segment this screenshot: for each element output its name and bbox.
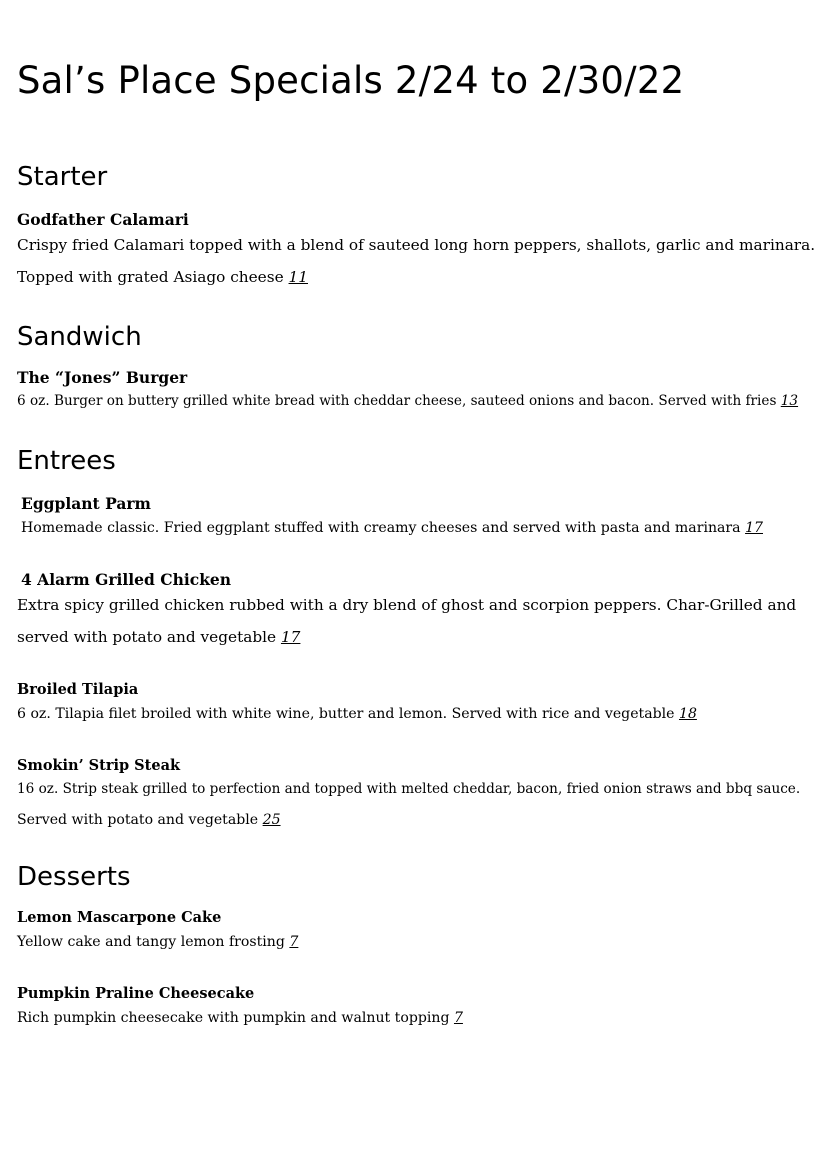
menu-item-description-text: Rich pumpkin cheesecake with pumpkin and walnut topping (17, 1010, 450, 1026)
menu-item-name: Broiled Tilapia (17, 681, 139, 698)
menu-item-name: Smokin’ Strip Steak (17, 757, 181, 774)
menu-item-price: 7 (289, 934, 299, 950)
menu-item-price: 25 (262, 812, 281, 828)
menu-item-name: The “Jones” Burger (17, 368, 188, 387)
menu-item-name: Eggplant Parm (21, 494, 151, 513)
menu-item-description: Extra spicy grilled chicken rubbed with a dry blend of ghost and scorpion peppers. Char-Grilled and (17, 596, 797, 614)
menu-item-price: 17 (745, 520, 763, 536)
menu-item-description (17, 270, 308, 285)
menu-item-description-text: served with potato and vegetable (17, 628, 277, 646)
menu-item-description (17, 813, 281, 827)
menu-item-description: Crispy fried Calamari topped with a blend of sauteed long horn peppers, shallots, garlic and marinara. (17, 236, 816, 254)
menu-item-name: Lemon Mascarpone Cake (17, 909, 222, 926)
menu-item-description (17, 707, 697, 721)
menu-item-price: 18 (678, 706, 697, 722)
menu-item-price: 17 (280, 628, 301, 646)
menu-item-description-text: Served with potato and vegetable (17, 812, 259, 828)
menu-item-description (17, 935, 298, 949)
menu-item-price: 11 (288, 268, 308, 286)
menu-item-description (17, 630, 300, 645)
menu-item-description-text: 6 oz. Burger on buttery grilled white bread with cheddar cheese, sauteed onions and bacon. Served with fries (17, 393, 777, 409)
section-heading-entrees: Entrees (17, 446, 116, 476)
menu-item-description: 16 oz. Strip steak grilled to perfection and topped with melted cheddar, bacon, fried onion straws and bbq sauce. (17, 781, 801, 797)
menu-item-description (21, 521, 763, 535)
section-heading-sandwich: Sandwich (17, 322, 142, 352)
section-heading-starter: Starter (17, 162, 108, 192)
menu-item-description-text: Yellow cake and tangy lemon frosting (17, 934, 285, 950)
menu-item-description (17, 1011, 463, 1025)
page-title: Sal’s Place Specials 2/24 to 2/30/22 (17, 59, 685, 102)
section-heading-desserts: Desserts (17, 862, 131, 892)
menu-item-price: 7 (453, 1010, 463, 1026)
menu-item-description-text: Homemade classic. Fried eggplant stuffed with creamy cheeses and served with pasta and marinara (21, 520, 741, 536)
menu-item-price: 13 (780, 393, 799, 409)
menu-item-description-text: 6 oz. Tilapia filet broiled with white wine, butter and lemon. Served with rice and vegetable (17, 706, 675, 722)
menu-item-name: 4 Alarm Grilled Chicken (21, 570, 232, 589)
menu-item-name: Godfather Calamari (17, 210, 189, 229)
menu-item-name: Pumpkin Praline Cheesecake (17, 985, 255, 1002)
menu-item-description (17, 395, 798, 409)
menu-item-description-text: Topped with grated Asiago cheese (17, 268, 284, 286)
